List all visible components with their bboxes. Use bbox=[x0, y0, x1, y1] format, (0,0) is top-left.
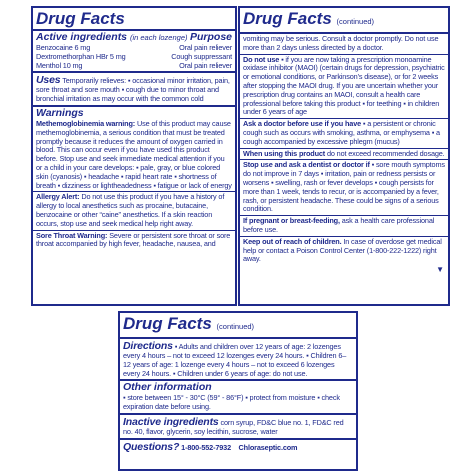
pregnancy-section: If pregnant or breast-feeding, ask a health care professional before use. bbox=[243, 216, 435, 234]
continue-arrow-icon: ▼ bbox=[436, 265, 444, 275]
allergy-alert: Allergy Alert: Do not use this product if you have a history of allergy to local anesthetics such as procaine, butacaine, benzocaine or other “caine” anesthetics. If a skin reaction occurs, stop use and seek medical help right away. bbox=[36, 192, 225, 228]
uses-section: Uses Temporarily relieves: ▪ occasional minor irritation, pain, sore throat and sore mouth ▪ cough due to minor throat and bronchial irritation as may occur with the common cold bbox=[36, 74, 230, 104]
keep-out-of-reach-section: Keep out of reach of children. In case of overdose get medical help or contact a Poison Control Center (1-800-222-1222) right away. bbox=[243, 236, 442, 264]
other-information-header: Other information bbox=[123, 381, 212, 394]
purpose-header: Purpose bbox=[189, 31, 232, 43]
drug-facts-panel-2 bbox=[238, 6, 450, 306]
ingredient-list bbox=[33, 44, 235, 71]
drug-facts-panel-1 bbox=[31, 6, 237, 306]
sore-throat-warning: Sore Throat Warning: Severe or persistent sore throat or sore throat accompanied by high fever, headache, nausea, and bbox=[36, 230, 231, 249]
stop-use-section: Stop use and ask a dentist or doctor if ▪ sore mouth symptoms do not improve in 7 days ▪ irritation, pain or redness persists or worsens ▪ swelling, rash or fever develops ▪ cough persists for more than 1 week, tends to recur, or is accompanied by a fever, rash, or persistent headache. These could be signs of a serious condition. bbox=[243, 160, 445, 214]
ask-doctor-section: Ask a doctor before use if you have ▪ a persistent or chronic cough such as occurs with smoking, asthma, or emphysema ▪ a cough accompanied by excessive phlegm (mucus) bbox=[243, 119, 440, 146]
warnings-header: Warnings bbox=[36, 106, 84, 119]
phone-number: 1-800-552-7932 bbox=[181, 442, 231, 452]
ingredient-row: Menthol 10 mg Oral pain reliever bbox=[36, 60, 232, 70]
vomiting-text: vomiting may be serious. Consult a doctor promptly. Do not use more than 2 days unless directed by a doctor. bbox=[243, 34, 439, 52]
inactive-ingredients-section: Inactive ingredients corn syrup, FD&C blue no. 1, FD&C red no. 40, flavor, glycerin, soy lecithin, sucrose, water bbox=[123, 415, 344, 436]
panel-title: Drug Facts bbox=[36, 9, 125, 28]
panel-title: Drug Facts (continued) bbox=[123, 314, 255, 333]
questions-section: Questions? 1-800-552-7932 Chloraseptic.com bbox=[123, 440, 298, 453]
panel-title: Drug Facts (continued) bbox=[243, 9, 375, 28]
ingredient-row: Dextromethorphan HBr 5 mg Cough suppressant bbox=[36, 51, 232, 61]
active-ingredients-header: Active ingredients (in each lozenge) Purpose bbox=[36, 31, 232, 43]
methemoglobinemia-warning: Methemoglobinemia warning: Use of this product may cause methemoglobinemia, a serious condition that must be treated promptly because it reduces the amount of oxygen carried in blood. This can occur even if you have used this product before. Stop use and seek immediate medical attention if you or a child in your care develops: ▪ pale, gray, or blue colored skin (cyanosis) ▪ headache ▪ rapid heart rate ▪ shortness of breath ▪ dizziness or lightheadedness ▪ fatigue or lack of energy bbox=[36, 118, 232, 190]
ingredient-row: Benzocaine 6 mg Oral pain reliever bbox=[36, 43, 232, 52]
website-link: Chloraseptic.com bbox=[238, 442, 298, 452]
drug-facts-panel-3 bbox=[118, 311, 358, 471]
other-information-text: ▪ store between 15° - 30°C (59° - 86°F) ▪ protect from moisture ▪ check expiration date before using. bbox=[123, 393, 340, 412]
when-using-section: When using this product do not exceed recommended dosage. bbox=[243, 148, 445, 158]
directions-section: Directions ▪ Adults and children over 12 years of age: 2 lozenges every 4 hours – not to exceed 12 lozenges every 24 hours. ▪ Children 6–12 years of age: 1 lozenge every 4 hours – not to exceed 6 lozenges every 24 hours. ▪ Children under 6 years of age: do not use. bbox=[123, 340, 347, 378]
do-not-use-section: Do not use ▪ if you are now taking a prescription monoamine oxidase inhibitor (MAOI) (certain drugs for depression, psychiatric or emotional conditions, or Parkinson’s disease), or for 2 weeks after stopping the MAOI drug. If you are uncertain whether your prescription drug contains an MAOI, consult a health care professional before taking this product ▪ for teething ▪ in children under 6 years of age bbox=[243, 54, 445, 117]
